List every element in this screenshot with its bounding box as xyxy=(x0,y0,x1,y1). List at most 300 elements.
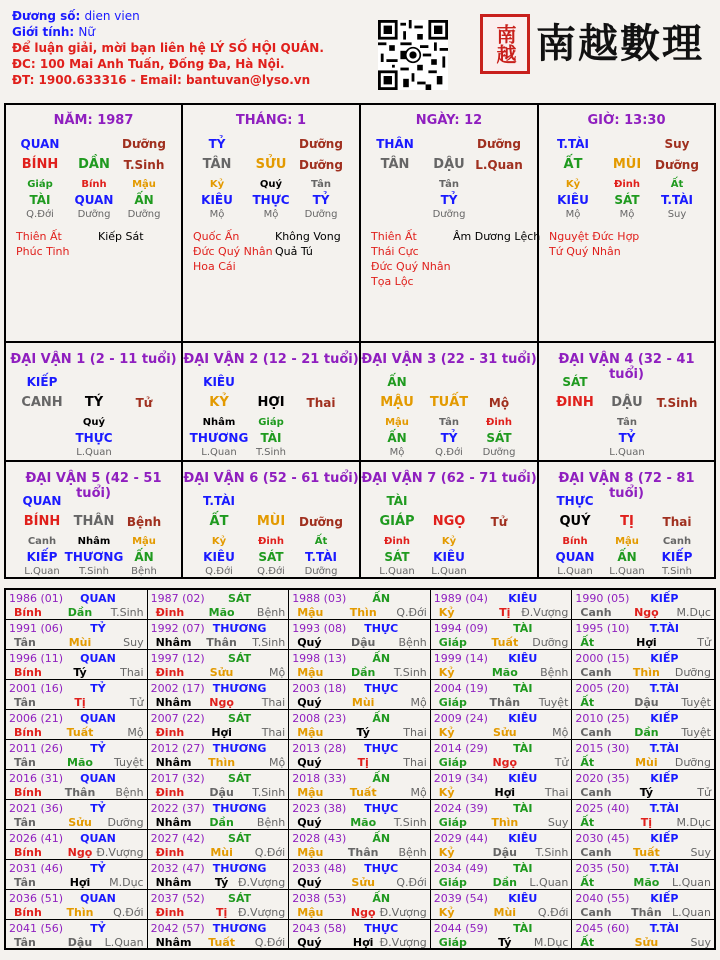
year-branch: Thìn xyxy=(208,756,236,769)
hidden-stem: Tân xyxy=(311,179,331,190)
year-branch: Hợi xyxy=(494,786,516,799)
annual-year-cell xyxy=(289,890,431,920)
year-state: Đ.Vượng xyxy=(237,876,286,889)
annual-year-cell xyxy=(148,830,290,860)
dai-van-branch: HỢI xyxy=(257,395,285,410)
dai-van-branch: DẬU xyxy=(611,395,643,410)
year-state: Tuyệt xyxy=(113,756,144,769)
annual-year-cell xyxy=(431,650,573,680)
dai-van-cell xyxy=(6,462,183,579)
year-stem: Đinh xyxy=(155,726,185,739)
year-branch: Mão xyxy=(208,606,235,619)
year-ten-god: TỶ xyxy=(90,862,106,875)
year-branch: Mùi xyxy=(635,756,658,769)
year-stem: Quý xyxy=(297,876,322,889)
annual-year-cell xyxy=(148,680,290,710)
dai-van-stem: QUÝ xyxy=(559,514,591,529)
hidden-state: Mộ xyxy=(389,447,405,458)
annual-year-cell xyxy=(572,830,714,860)
year-ten-god: KIÊU xyxy=(508,592,538,605)
hidden-state: T.Sinh xyxy=(79,566,109,577)
year-ten-god: KIẾP xyxy=(650,772,679,785)
year-state: Mộ xyxy=(552,726,569,739)
year-branch: Mão xyxy=(491,666,518,679)
dai-van-title: ĐẠI VẬN 8 (72 - 81 tuổi) xyxy=(558,471,695,501)
annual-year-cell xyxy=(572,920,714,950)
year-stem: Canh xyxy=(580,906,612,919)
year-stem: Bính xyxy=(14,666,42,679)
annual-year-cell xyxy=(289,920,431,950)
annual-year-cell xyxy=(148,590,290,620)
annual-year-cell xyxy=(289,740,431,770)
year-stem: Tân xyxy=(14,816,36,829)
pillar-star: Phúc Tinh xyxy=(16,245,70,258)
year-state: Q.Đới xyxy=(396,606,427,619)
pillar-cell xyxy=(183,105,361,343)
year-label: 2018 (33) xyxy=(292,772,347,785)
year-branch: Tý xyxy=(73,666,87,679)
pillar-star: Tọa Lộc xyxy=(371,275,414,288)
year-branch: Sửu xyxy=(634,936,659,949)
hidden-ten-god: TỶ xyxy=(440,431,458,445)
year-branch: Hợi xyxy=(352,936,374,949)
year-label: 1989 (04) xyxy=(433,592,488,605)
year-label: 2022 (37) xyxy=(150,802,205,815)
year-ten-god: KIÊU xyxy=(508,892,538,905)
annual-year-cell xyxy=(289,620,431,650)
annual-year-cell xyxy=(431,800,573,830)
year-state: Thai xyxy=(403,726,427,739)
year-branch: Sửu xyxy=(493,726,517,739)
year-branch: Mùi xyxy=(493,906,517,919)
year-stem: Nhâm xyxy=(155,636,192,649)
annual-year-cell xyxy=(431,830,573,860)
annual-luck-table xyxy=(4,588,716,950)
year-label: 2025 (40) xyxy=(575,802,630,815)
dai-van-cell xyxy=(183,462,361,579)
annual-year-cell xyxy=(431,890,573,920)
year-branch: Tý xyxy=(356,726,370,739)
hidden-stem: Bính xyxy=(81,179,107,190)
year-ten-god: KIẾP xyxy=(650,712,679,725)
year-ten-god: KIÊU xyxy=(508,712,538,725)
pillar-earthly-branch: DẦN xyxy=(78,157,110,172)
year-branch: Tuất xyxy=(632,846,660,859)
year-branch: Tý xyxy=(214,876,229,889)
pillar-earthly-branch: DẬU xyxy=(433,157,465,172)
year-stem: Tân xyxy=(14,636,36,649)
year-stem: Quý xyxy=(297,816,322,829)
year-label: 1991 (06) xyxy=(9,622,64,635)
year-state: T.Sinh xyxy=(252,786,286,799)
year-branch: Mão xyxy=(67,756,93,769)
annual-year-cell xyxy=(289,710,431,740)
year-branch: Tuất xyxy=(491,636,519,649)
dai-van-cell xyxy=(539,462,714,579)
year-stem: Giáp xyxy=(438,756,467,769)
year-ten-god: TỶ xyxy=(90,742,106,755)
year-branch: Thân xyxy=(631,906,662,919)
year-branch: Hợi xyxy=(69,876,91,889)
hidden-state: T.Sinh xyxy=(662,566,692,577)
hidden-stem: Giáp xyxy=(258,417,284,428)
pillar-star: Đức Quý Nhân xyxy=(371,260,451,273)
annual-year-cell xyxy=(148,800,290,830)
year-state: Dưỡng xyxy=(674,756,711,769)
year-ten-god: ẤN xyxy=(372,772,391,785)
annual-year-cell xyxy=(289,590,431,620)
pillar-earthly-branch: MÙI xyxy=(612,157,642,172)
year-branch: Ngọ xyxy=(350,906,376,919)
year-ten-god: THƯƠNG xyxy=(212,742,267,755)
year-branch: Dậu xyxy=(67,936,93,949)
year-branch: Thìn xyxy=(349,606,377,619)
year-ten-god: QUAN xyxy=(80,712,116,725)
year-ten-god: ẤN xyxy=(372,652,391,665)
pillar-top-state: Dưỡng xyxy=(477,137,521,151)
annual-year-cell xyxy=(289,650,431,680)
hidden-stem: Kỷ xyxy=(441,536,457,547)
hidden-stem: Giáp xyxy=(27,179,53,190)
dai-van-state: Tử xyxy=(490,515,508,529)
hidden-state: Mộ xyxy=(263,209,279,220)
brand-logo xyxy=(478,8,710,80)
gender-line: Giới tính: Nữ xyxy=(12,25,96,39)
year-ten-god: SÁT xyxy=(228,712,252,725)
dai-van-title: ĐẠI VẬN 7 (62 - 71 tuổi) xyxy=(361,471,537,486)
dai-van-god: ẤN xyxy=(387,375,407,389)
year-state: Bệnh xyxy=(256,606,286,619)
hidden-ten-god: THƯƠNG xyxy=(189,431,249,445)
year-ten-god: T.TÀI xyxy=(649,682,680,695)
year-stem: Giáp xyxy=(438,636,467,649)
year-branch: Hợi xyxy=(211,726,232,739)
year-branch: Dần xyxy=(350,666,376,679)
year-label: 2036 (51) xyxy=(9,892,64,905)
year-state: Dưỡng xyxy=(107,816,144,829)
year-ten-god: SÁT xyxy=(228,772,252,785)
year-branch: Tuất xyxy=(349,786,377,799)
annual-year-cell xyxy=(431,710,573,740)
hidden-stem: Canh xyxy=(27,536,57,547)
hidden-state: L.Quan xyxy=(379,566,415,577)
year-ten-god: TỶ xyxy=(90,682,106,695)
year-label: 2027 (42) xyxy=(150,832,205,845)
hidden-ten-god: SÁT xyxy=(614,193,640,207)
year-state: Q.Đới xyxy=(537,906,569,919)
year-stem: Mậu xyxy=(297,726,324,739)
pillar-star: Thái Cực xyxy=(371,245,419,258)
annual-year-cell xyxy=(6,920,148,950)
year-stem: Kỷ xyxy=(438,786,455,799)
year-branch: Dậu xyxy=(492,846,517,859)
year-branch: Thìn xyxy=(632,666,660,679)
contact-phone-email: ĐT: 1900.633316 - Email: bantuvan@lyso.vn xyxy=(12,73,311,87)
dai-van-god: QUAN xyxy=(22,494,62,508)
year-label: 2020 (35) xyxy=(575,772,630,785)
annual-year-cell xyxy=(6,800,148,830)
year-branch: Mùi xyxy=(351,696,375,709)
pillar-star: Không Vong xyxy=(275,230,341,243)
hidden-state: L.Quan xyxy=(557,566,593,577)
dai-van-stem: GIÁP xyxy=(379,514,415,529)
year-ten-god: KIẾP xyxy=(650,892,679,905)
year-branch: Dậu xyxy=(209,786,234,799)
year-branch: Mùi xyxy=(68,636,92,649)
annual-year-cell xyxy=(289,800,431,830)
year-ten-god: ẤN xyxy=(372,712,391,725)
year-state: Dưỡng xyxy=(674,666,711,679)
year-label: 2004 (19) xyxy=(433,682,488,695)
hidden-ten-god: KIẾP xyxy=(26,550,58,564)
year-label: 2032 (47) xyxy=(150,862,205,875)
pillar-earthly-branch: SỬU xyxy=(255,157,287,172)
annual-year-cell xyxy=(431,620,573,650)
hidden-stem: Tân xyxy=(439,179,459,190)
year-stem: Tân xyxy=(14,756,36,769)
hidden-ten-god: T.TÀI xyxy=(661,193,693,207)
year-state: L.Quan xyxy=(672,876,711,889)
hidden-state: Dưỡng xyxy=(432,209,466,220)
logo-text: 南越數理 xyxy=(536,20,704,67)
pillar-top-god: QUAN xyxy=(20,137,60,151)
dai-van-title: ĐẠI VẬN 6 (52 - 61 tuổi) xyxy=(183,471,359,486)
pillar-title: GIỜ: 13:30 xyxy=(587,113,666,128)
dai-van-branch: NGỌ xyxy=(432,514,466,529)
year-label: 2008 (23) xyxy=(292,712,347,725)
dai-van-god: THỰC xyxy=(556,494,594,508)
dai-van-state: Dưỡng xyxy=(299,515,343,529)
year-ten-god: SÁT xyxy=(228,652,252,665)
year-stem: Đinh xyxy=(155,786,185,799)
hidden-ten-god: TÀI xyxy=(29,193,51,207)
pillar-heavenly-stem: TÂN xyxy=(380,157,410,172)
year-label: 2029 (44) xyxy=(433,832,488,845)
annual-year-cell xyxy=(148,920,290,950)
annual-year-cell xyxy=(6,860,148,890)
dai-van-stem: MẬU xyxy=(380,395,414,410)
year-label: 2031 (46) xyxy=(9,862,64,875)
hidden-state: Suy xyxy=(667,209,687,220)
dai-van-cell xyxy=(361,462,539,579)
pillar-title: NĂM: 1987 xyxy=(53,113,134,128)
year-label: 2010 (25) xyxy=(575,712,630,725)
year-stem: Đinh xyxy=(155,846,185,859)
dai-van-state: Thai xyxy=(306,396,336,410)
year-branch: Tị xyxy=(640,816,653,829)
year-stem: Canh xyxy=(580,726,612,739)
pillar-star: Kiếp Sát xyxy=(98,230,144,243)
year-branch: Tị xyxy=(74,696,86,709)
year-ten-god: QUAN xyxy=(80,592,116,605)
chart-header xyxy=(12,8,372,88)
year-ten-god: SÁT xyxy=(228,592,252,605)
year-ten-god: THƯƠNG xyxy=(212,922,267,935)
year-ten-god: TÀI xyxy=(513,742,533,755)
year-state: M.Dục xyxy=(676,816,711,829)
hidden-stem: Mậu xyxy=(132,179,156,190)
pillar-star: Âm Dương Lệch xyxy=(453,230,541,243)
year-label: 1995 (10) xyxy=(575,622,630,635)
hidden-state: Q.Đới xyxy=(257,566,285,577)
year-state: Thai xyxy=(120,666,144,679)
year-stem: Ất xyxy=(580,876,595,889)
pillar-star: Thiên Ất xyxy=(371,230,417,243)
year-label: 2033 (48) xyxy=(292,862,347,875)
year-state: Mộ xyxy=(410,696,427,709)
hidden-stem: Tân xyxy=(617,417,637,428)
year-stem: Canh xyxy=(580,606,612,619)
year-branch: Thân xyxy=(64,786,96,799)
hidden-stem: Ất xyxy=(314,536,328,547)
hidden-stem: Mậu xyxy=(385,417,409,428)
year-stem: Canh xyxy=(580,786,612,799)
year-state: Tuyệt xyxy=(681,726,711,739)
annual-year-cell xyxy=(572,770,714,800)
hidden-stem: Canh xyxy=(662,536,692,547)
hidden-state: L.Quan xyxy=(431,566,467,577)
annual-year-cell xyxy=(431,680,573,710)
year-label: 1998 (13) xyxy=(292,652,347,665)
pillar-cell xyxy=(361,105,539,343)
year-stem: Kỷ xyxy=(438,846,455,859)
hidden-ten-god: THỰC xyxy=(252,193,290,207)
year-label: 2015 (30) xyxy=(575,742,630,755)
dai-van-title: ĐẠI VẬN 3 (22 - 31 tuổi) xyxy=(361,352,537,367)
year-ten-god: TÀI xyxy=(513,682,533,695)
year-stem: Tân xyxy=(14,876,36,889)
year-label: 1987 (02) xyxy=(150,592,205,605)
year-stem: Tân xyxy=(14,936,36,949)
year-label: 2016 (31) xyxy=(9,772,64,785)
dai-van-stem: BÍNH xyxy=(23,514,61,529)
year-state: T.Sinh xyxy=(393,816,427,829)
annual-year-cell xyxy=(289,860,431,890)
year-stem: Quý xyxy=(297,936,322,949)
year-label: 2009 (24) xyxy=(433,712,488,725)
year-stem: Tân xyxy=(14,696,36,709)
year-state: Q.Đới xyxy=(254,846,286,859)
annual-year-cell xyxy=(431,860,573,890)
year-stem: Giáp xyxy=(438,816,467,829)
annual-year-cell xyxy=(431,920,573,950)
pillar-branch-state: T.Sinh xyxy=(123,158,165,172)
pillar-top-god: T.TÀI xyxy=(557,137,589,151)
year-ten-god: TÀI xyxy=(513,922,533,935)
year-branch: Thìn xyxy=(66,906,94,919)
year-branch: Tị xyxy=(215,906,228,919)
pillar-top-state: Suy xyxy=(664,137,690,151)
year-state: L.Quan xyxy=(672,906,711,919)
year-stem: Ất xyxy=(580,816,595,829)
year-state: T.Sinh xyxy=(110,606,144,619)
year-label: 2011 (26) xyxy=(9,742,64,755)
year-state: L.Quan xyxy=(529,876,569,889)
hidden-stem: Đinh xyxy=(383,536,411,547)
year-stem: Canh xyxy=(580,846,612,859)
dai-van-branch: TUẤT xyxy=(429,395,469,410)
dai-van-branch: THÂN xyxy=(73,514,115,529)
year-stem: Canh xyxy=(580,666,612,679)
year-state: Tử xyxy=(697,786,711,799)
year-branch: Hợi xyxy=(636,636,657,649)
year-state: Tuyệt xyxy=(681,696,711,709)
year-ten-god: KIÊU xyxy=(508,652,538,665)
year-label: 1997 (12) xyxy=(150,652,205,665)
year-stem: Giáp xyxy=(438,876,467,889)
dai-van-state: Thai xyxy=(662,515,692,529)
year-state: M.Dục xyxy=(109,876,144,889)
pillar-branch-state: Dưỡng xyxy=(299,158,343,172)
hidden-ten-god: TỶ xyxy=(618,431,636,445)
year-ten-god: QUAN xyxy=(80,772,116,785)
year-branch: Mùi xyxy=(210,846,233,859)
year-branch: Mão xyxy=(633,876,660,889)
year-state: Bệnh xyxy=(115,786,144,799)
annual-year-cell xyxy=(148,890,290,920)
annual-year-cell xyxy=(148,740,290,770)
year-stem: Nhâm xyxy=(155,876,192,889)
annual-year-cell xyxy=(572,890,714,920)
year-label: 2019 (34) xyxy=(433,772,488,785)
year-ten-god: T.TÀI xyxy=(649,922,680,935)
year-state: T.Sinh xyxy=(252,636,286,649)
year-branch: Dần xyxy=(209,816,234,829)
hidden-state: Mộ xyxy=(565,209,581,220)
year-ten-god: TỶ xyxy=(90,802,106,815)
year-branch: Dần xyxy=(492,876,517,889)
hidden-stem: Đinh xyxy=(613,179,641,190)
hidden-stem: Mậu xyxy=(132,536,156,547)
annual-year-cell xyxy=(572,740,714,770)
year-ten-god: KIÊU xyxy=(508,772,538,785)
hidden-stem: Bính xyxy=(562,536,588,547)
hidden-state: L.Quan xyxy=(24,566,60,577)
year-ten-god: QUAN xyxy=(80,652,116,665)
year-branch: Ngọ xyxy=(209,696,234,709)
pillar-branch-state: L.Quan xyxy=(475,158,523,172)
dai-van-stem: ĐINH xyxy=(556,395,594,410)
hidden-ten-god: SÁT xyxy=(258,550,284,564)
year-branch: Ngọ xyxy=(634,606,659,619)
annual-year-cell xyxy=(572,680,714,710)
year-ten-god: SÁT xyxy=(228,892,252,905)
hidden-state: Dưỡng xyxy=(482,447,516,458)
annual-year-cell xyxy=(148,710,290,740)
year-label: 2026 (41) xyxy=(9,832,64,845)
year-label: 2037 (52) xyxy=(150,892,205,905)
hidden-ten-god: QUAN xyxy=(555,550,595,564)
year-ten-god: THƯƠNG xyxy=(212,622,267,635)
year-ten-god: ẤN xyxy=(372,892,391,905)
hidden-ten-god: KIÊU xyxy=(201,193,233,207)
year-stem: Quý xyxy=(297,756,322,769)
hidden-state: Bệnh xyxy=(131,566,157,577)
year-label: 2038 (53) xyxy=(292,892,347,905)
hidden-state: T.Sinh xyxy=(256,447,286,458)
year-stem: Bính xyxy=(14,846,42,859)
year-state: Q.Đới xyxy=(396,876,427,889)
hidden-stem: Đinh xyxy=(485,417,513,428)
year-ten-god: KIẾP xyxy=(650,832,679,845)
year-state: L.Quan xyxy=(104,936,144,949)
dai-van-branch: TÝ xyxy=(84,395,104,410)
year-ten-god: T.TÀI xyxy=(649,802,680,815)
dai-van-cell xyxy=(539,343,714,462)
year-state: Thai xyxy=(261,726,286,739)
year-stem: Ất xyxy=(580,696,595,709)
year-state: Đ.Vượng xyxy=(521,606,569,619)
